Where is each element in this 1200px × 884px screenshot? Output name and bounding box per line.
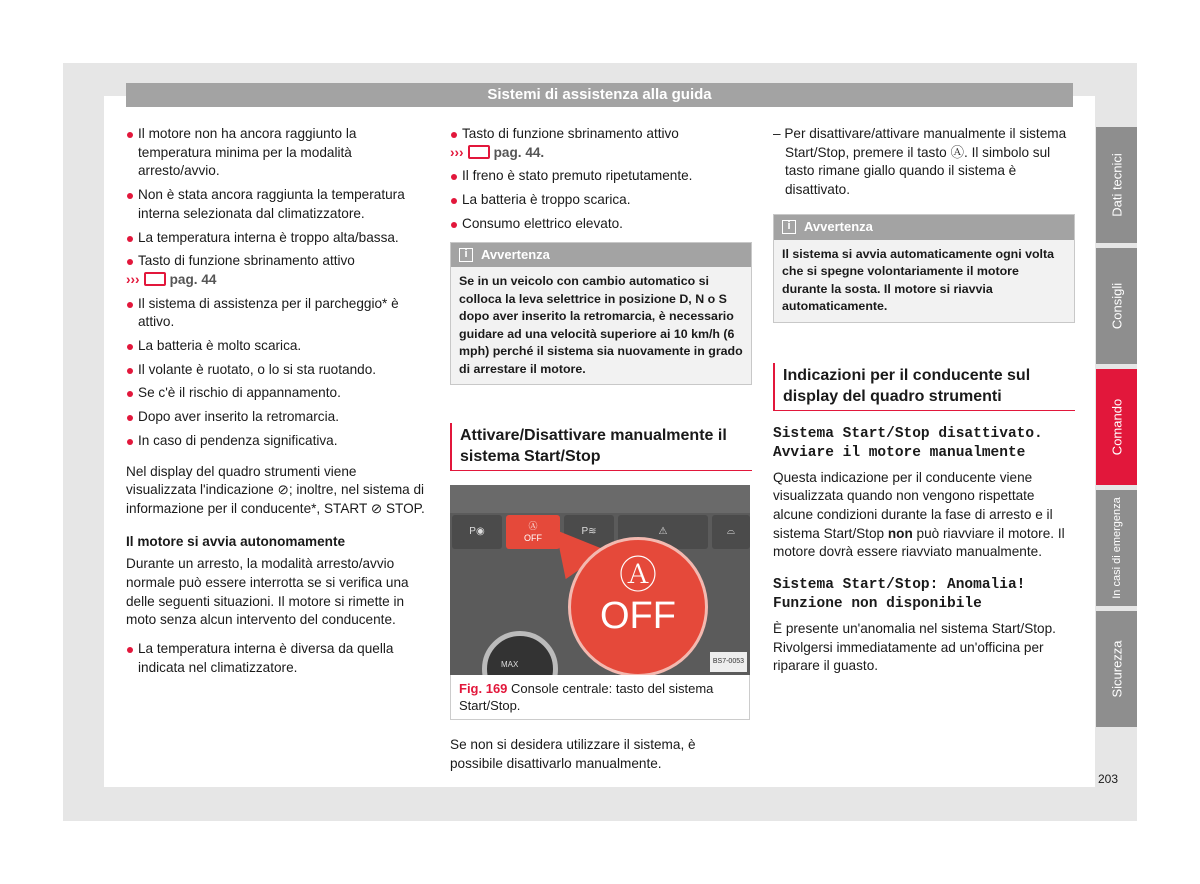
paragraph: È presente un'anomalia nel sistema Start/Stop. Rivolgersi immediatamente ad un'officina per riparare il guasto. bbox=[773, 621, 1056, 674]
step-text: – Per disattivare/attivare manualmente il sistema Start/Stop, premere il tasto Ⓐ. Il simbolo sul tasto rimane giallo quando il sistema è disattivato. bbox=[773, 126, 1067, 198]
page-number: 203 bbox=[1098, 772, 1119, 786]
list-item: La batteria è molto scarica. bbox=[126, 337, 428, 356]
list-item: In caso di pendenza significativa. bbox=[126, 432, 428, 451]
list-item: Tasto di funzione sbrinamento attivo bbox=[450, 125, 752, 144]
column-2 bbox=[450, 125, 752, 779]
list-item: La batteria è troppo scarica. bbox=[450, 191, 752, 210]
info-icon: i bbox=[459, 248, 473, 262]
paragraph: Se non si desidera utilizzare il sistema, è possibile disattivarlo manualmente. bbox=[450, 737, 696, 771]
ref-page: pag. 44. bbox=[493, 144, 545, 160]
list-item: Il sistema di assistenza per il parcheggio* è attivo. bbox=[126, 295, 428, 332]
section-title: Indicazioni per il conducente sul display del quadro strumenti bbox=[773, 363, 1075, 411]
tab-in-casi-di-emergenza[interactable]: In casi di emergenza bbox=[1096, 490, 1137, 606]
list-item: La temperatura interna è troppo alta/bassa. bbox=[126, 229, 428, 248]
ref-page: pag. 44 bbox=[169, 271, 217, 287]
page-header: Sistemi di assistenza alla guida bbox=[126, 83, 1073, 107]
list-item: Non è stata ancora raggiunta la temperatura interna selezionata dal climatizzatore. bbox=[126, 186, 428, 223]
defrost-knob-icon: MAX bbox=[482, 631, 558, 675]
park-assist-button-icon: P◉ bbox=[452, 515, 502, 549]
start-stop-button-icon: Ⓐ OFF bbox=[506, 515, 560, 549]
subheading: Sistema Start/Stop disattivato. Avviare il motore manualmente bbox=[773, 425, 1043, 461]
warning-body: Il sistema si avvia automaticamente ogni volta che si spegne volontariamente il motore durante la sosta. Il motore si riavvia automaticamente. bbox=[782, 246, 1055, 314]
list-item: Tasto di funzione sbrinamento attivo bbox=[126, 252, 428, 271]
list-item: Consumo elettrico elevato. bbox=[450, 215, 752, 234]
list-item: Se c'è il rischio di appannamento. bbox=[126, 384, 428, 403]
section-title: Attivare/Disattivare manualmente il sistema Start/Stop bbox=[450, 423, 752, 471]
warning-title: Avvertenza bbox=[804, 218, 873, 234]
warning-body: Se in un veicolo con cambio automatico si colloca la leva selettrice in posizione D, N o S dopo aver inserito la retromarcia, è necessario guidare ad una velocità superiore ai 10 km/h (6 mph) perché il sistema sia nuovamente in grado di arrestare il motore. bbox=[459, 274, 743, 376]
list-item: La temperatura interna è diversa da quella indicata nel climatizzatore. bbox=[126, 640, 428, 677]
tab-dati-tecnici[interactable]: Dati tecnici bbox=[1096, 127, 1137, 243]
paragraph: Durante un arresto, la modalità arresto/avvio normale può essere interrotta se si verifica una delle seguenti situazioni. Il motore si rimette in moto senza alcun intervento del conducente. bbox=[126, 556, 409, 628]
parking-sensor-button-icon: P≋ bbox=[564, 515, 614, 549]
figure-number: Fig. 169 bbox=[459, 681, 508, 697]
ref-arrows: ››› bbox=[450, 144, 464, 160]
car-button-icon: ⌓ bbox=[712, 515, 750, 549]
info-icon: i bbox=[782, 220, 796, 234]
list-item: Dopo aver inserito la retromarcia. bbox=[126, 408, 428, 427]
warning-title: Avvertenza bbox=[481, 246, 550, 262]
warning-box bbox=[773, 214, 1075, 323]
paragraph: Questa indicazione per il conducente viene visualizzata quando non vengono rispettate alcune condizioni durante la fase di arresto e il sistema Start/Stop non può riavviare il motore. Il motore dovrà essere riavviato manualmente. bbox=[773, 469, 1065, 560]
caption-text: Console centrale: tasto del sistema Start/Stop. bbox=[459, 681, 714, 714]
list-item: Il freno è stato premuto ripetutamente. bbox=[450, 167, 752, 186]
subheading: Il motore si avvia autonomamente bbox=[126, 533, 346, 549]
tab-sicurezza[interactable]: Sicurezza bbox=[1096, 611, 1137, 727]
column-3 bbox=[773, 125, 1075, 681]
hazard-button-icon: ⚠ bbox=[618, 515, 708, 549]
figure-caption bbox=[450, 675, 750, 720]
tab-consigli[interactable]: Consigli bbox=[1096, 248, 1137, 364]
tab-comando[interactable]: Comando bbox=[1096, 369, 1137, 485]
figure-code: BS7-0053 bbox=[710, 652, 747, 673]
page-reference-link[interactable] bbox=[450, 144, 752, 163]
list-item: Il motore non ha ancora raggiunto la temperatura minima per la modalità arresto/avvio. bbox=[126, 125, 428, 181]
page-reference-icon bbox=[468, 145, 490, 159]
column-1 bbox=[126, 125, 428, 683]
page-reference-link[interactable] bbox=[126, 271, 428, 290]
ref-arrows: ››› bbox=[126, 271, 140, 287]
display-paragraph: Nel display del quadro strumenti viene visualizzata l'indicazione ⊘; inoltre, nel sistema di informazione per il conducente*, START ⊘ STOP. bbox=[126, 463, 425, 516]
page-reference-icon bbox=[144, 272, 166, 286]
list-item: Il volante è ruotato, o lo si sta ruotando. bbox=[126, 361, 428, 380]
subheading: Sistema Start/Stop: Anomalia! Funzione non disponibile bbox=[773, 577, 1026, 613]
figure-console-image bbox=[450, 485, 750, 675]
start-stop-callout-icon: Ⓐ OFF bbox=[568, 537, 708, 675]
warning-box bbox=[450, 242, 752, 386]
